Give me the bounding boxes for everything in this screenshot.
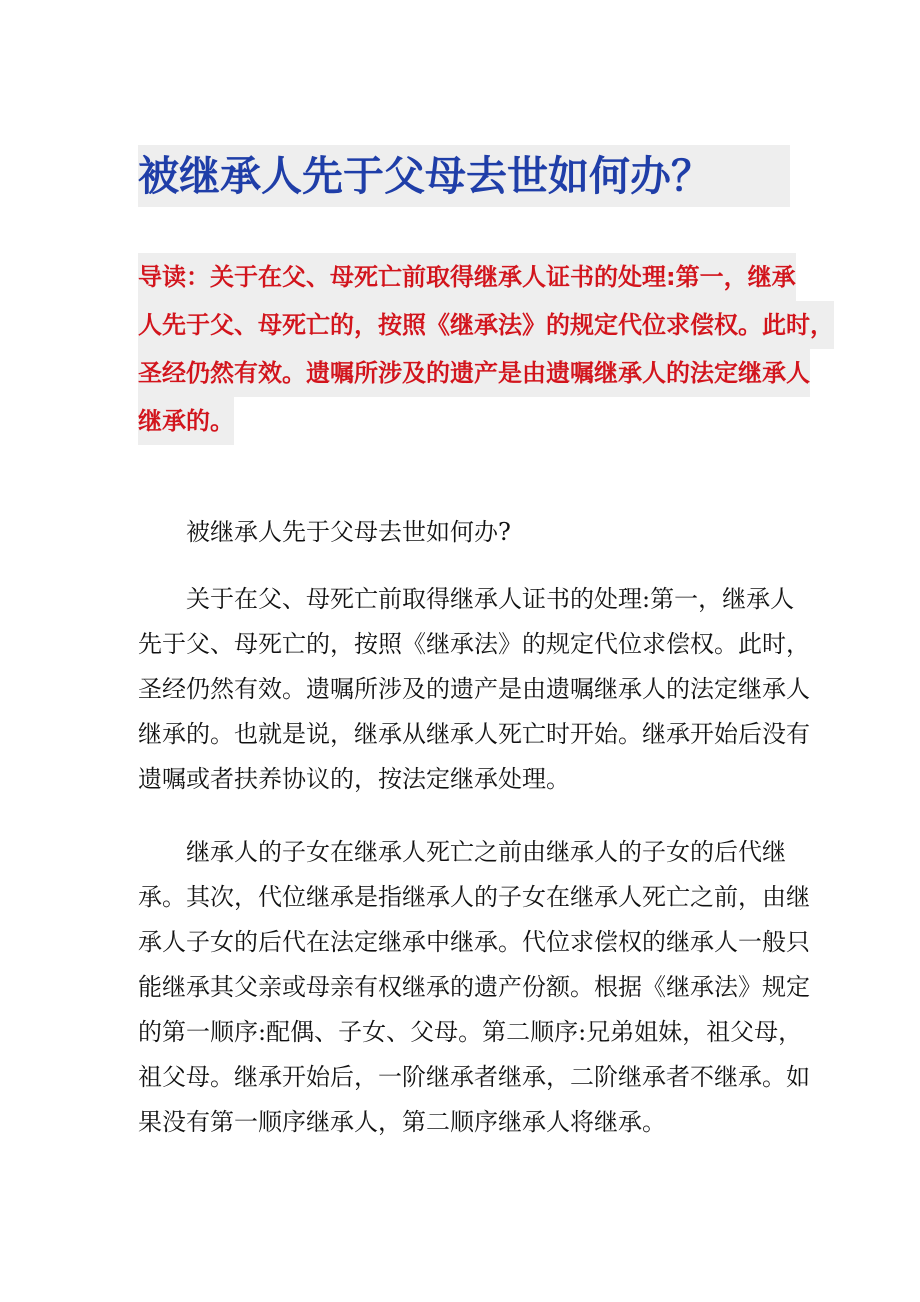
intro-summary bbox=[138, 253, 834, 445]
paragraph-line: 能继承其父亲或母亲有权继承的遗产份额。根据《继承法》规定 bbox=[138, 973, 810, 1001]
paragraph-line: 圣经仍然有效。遗嘱所涉及的遗产是由遗嘱继承人的法定继承人 bbox=[138, 675, 810, 703]
section-heading-text: 被继承人先于父母去世如何办? bbox=[186, 518, 511, 546]
paragraph-line: 祖父母。继承开始后，一阶继承者继承，二阶继承者不继承。如 bbox=[138, 1063, 810, 1091]
intro-line: 圣经仍然有效。遗嘱所涉及的遗产是由遗嘱继承人的法定继承人 bbox=[138, 349, 810, 397]
paragraph-line: 遗嘱或者扶养协议的，按法定继承处理。 bbox=[138, 765, 570, 793]
paragraph-line: 关于在父、母死亡前取得继承人证书的处理:第一，继承人 bbox=[186, 585, 795, 613]
page-title: 被继承人先于父母去世如何办？ bbox=[138, 145, 790, 207]
paragraph-1 bbox=[138, 577, 810, 802]
paragraph-line: 承。其次，代位继承是指继承人的子女在继承人死亡之前，由继 bbox=[138, 883, 810, 911]
paragraph-2 bbox=[138, 830, 810, 1145]
section-heading bbox=[138, 510, 782, 555]
paragraph-line: 的第一顺序:配偶、子女、父母。第二顺序:兄弟姐妹，祖父母， bbox=[138, 1018, 803, 1046]
paragraph-line: 果没有第一顺序继承人，第二顺序继承人将继承。 bbox=[138, 1108, 666, 1136]
paragraph-line: 先于父、母死亡的，按照《继承法》的规定代位求偿权。此时， bbox=[138, 630, 810, 658]
paragraph-line: 承人子女的后代在法定继承中继承。代位求偿权的继承人一般只 bbox=[138, 928, 810, 956]
intro-line: 导读：关于在父、母死亡前取得继承人证书的处理:第一，继承 bbox=[138, 253, 796, 301]
paragraph-line: 继承人的子女在继承人死亡之前由继承人的子女的后代继 bbox=[186, 838, 786, 866]
paragraph-line: 继承的。也就是说，继承从继承人死亡时开始。继承开始后没有 bbox=[138, 720, 810, 748]
intro-line: 人先于父、母死亡的，按照《继承法》的规定代位求偿权。此时， bbox=[138, 301, 834, 349]
intro-line: 继承的。 bbox=[138, 397, 234, 445]
